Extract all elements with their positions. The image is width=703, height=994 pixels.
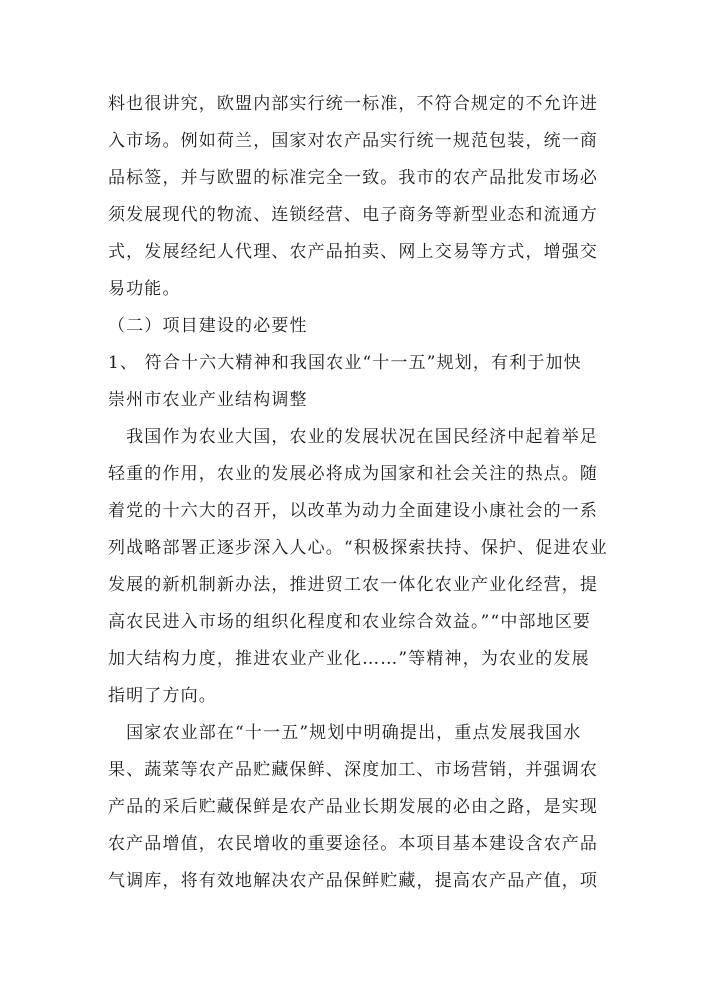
text-line: 料也很讲究，欧盟内部实行统一标准，不符合规定的不允许进 xyxy=(108,94,599,114)
text-line: 轻重的作用，农业的发展必将成为国家和社会关注的热点。随 xyxy=(108,464,599,484)
subsection-heading-continued: 崇州市农业产业结构调整 xyxy=(108,390,308,410)
text-line: 须发展现代的物流、连锁经营、电子商务等新型业态和流通方 xyxy=(108,205,599,225)
text-line: 式，发展经纪人代理、农产品拍卖、网上交易等方式，增强交 xyxy=(108,242,599,262)
text-line: 着党的十六大的召开，以改革为动力全面建设小康社会的一系 xyxy=(108,501,599,521)
section-heading: （二）项目建设的必要性 xyxy=(108,316,308,336)
text-line: 易功能。 xyxy=(108,279,181,299)
text-line: 气调库，将有效地解决农产品保鲜贮藏，提高农产品产值，项 xyxy=(108,871,599,891)
text-line: 品标签，并与欧盟的标准完全一致。我市的农产品批发市场必 xyxy=(108,168,599,188)
text-line: 列战略部署正逐步深入人心。“积极探索扶持、保护、促进农业 xyxy=(108,538,608,558)
text-line: 入市场。例如荷兰，国家对农产品实行统一规范包装，统一商 xyxy=(108,131,599,151)
text-line: 农产品增值，农民增收的重要途径。本项目基本建设含农产品 xyxy=(108,834,599,854)
text-line: 产品的采后贮藏保鲜是农产品业长期发展的必由之路，是实现 xyxy=(108,797,599,817)
text-line: 国家农业部在“十一五”规划中明确提出，重点发展我国水 xyxy=(108,723,582,743)
text-line: 果、蔬菜等农产品贮藏保鲜、深度加工、市场营销，并强调农 xyxy=(108,760,599,780)
text-line: 发展的新机制新办法，推进贸工农一体化农业产业化经营，提 xyxy=(108,575,599,595)
text-line: 我国作为农业大国，农业的发展状况在国民经济中起着举足 xyxy=(108,427,599,447)
text-line: 加大结构力度，推进农业产业化……”等精神，为农业的发展 xyxy=(108,649,590,669)
text-line: 指明了方向。 xyxy=(108,686,217,706)
text-line: 高农民进入市场的组织化程度和农业综合效益。”“中部地区要 xyxy=(108,612,592,632)
subsection-heading: 1、 符合十六大精神和我国农业“十一五”规划，有利于加快 xyxy=(108,353,582,373)
